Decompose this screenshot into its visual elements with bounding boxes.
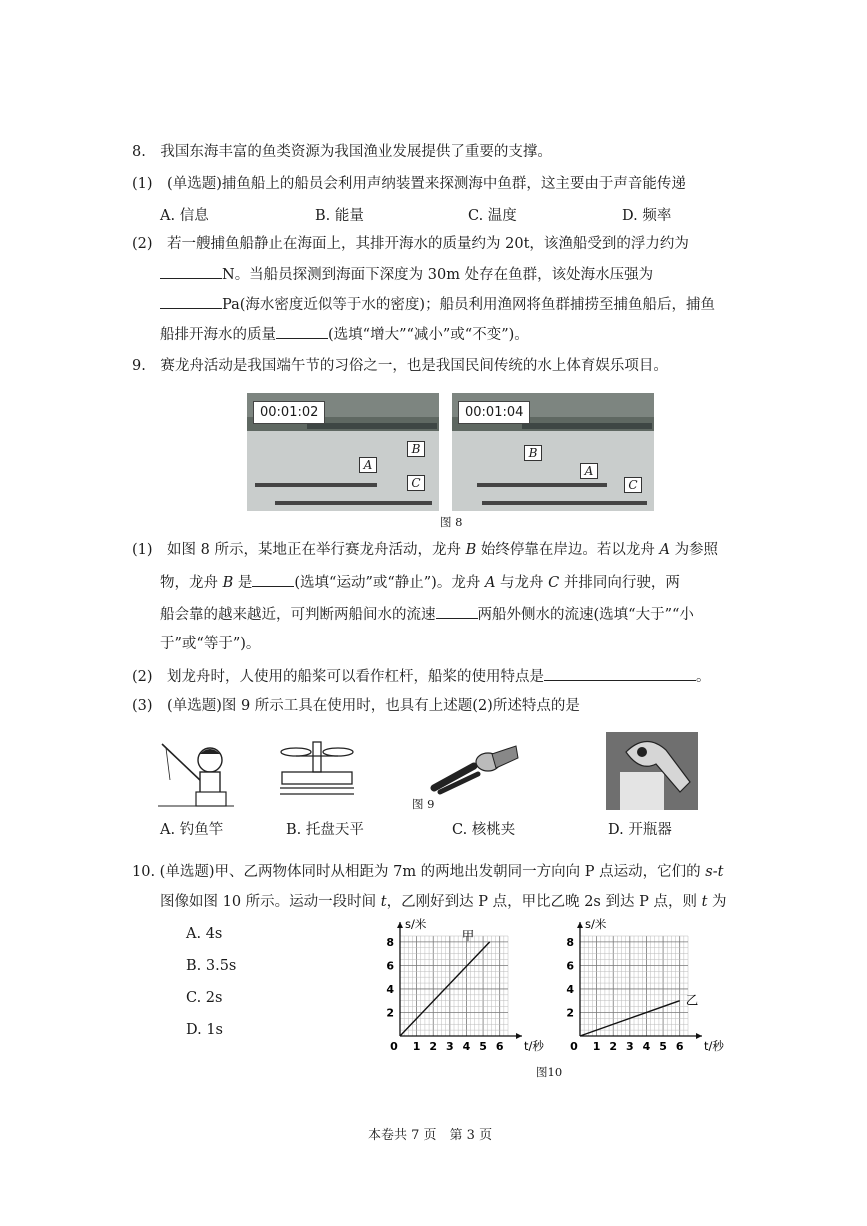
q10-line1: 10. (单选题)甲、乙两物体同时从相距为 7m 的两地出发朝同一方向向 P 点运动，它们的 s-t: [132, 864, 724, 880]
x-tick-label: 3: [446, 1040, 454, 1053]
x-tick-label: 4: [462, 1040, 471, 1053]
answer-blank[interactable]: [160, 294, 222, 309]
timer-label-2: 00:01:04: [458, 401, 530, 424]
q10-option-a: A. 4s: [186, 926, 223, 942]
q8-part2-line1: (2) 若一艘捕鱼船静止在海面上，其排开海水的质量约为 20t，该渔船受到的浮力约为: [132, 236, 689, 252]
answer-blank[interactable]: [436, 604, 478, 619]
y-axis-label: s/米: [585, 917, 607, 931]
figure-8-caption: 图 8: [440, 515, 463, 529]
x-axis-label: t/秒: [524, 1039, 544, 1053]
y-tick-label: 8: [386, 935, 394, 949]
boat-b-label: B: [407, 441, 425, 457]
page-footer: 本卷共 7 页 第 3 页: [368, 1128, 493, 1143]
q9-part1-line3: 船会靠的越来越近，可判断两船间水的流速 两船外侧水的流速(选填“大于”“小: [160, 604, 694, 625]
fishing-rod-illustration: [158, 738, 234, 810]
y-axis-arrow: [577, 922, 583, 928]
x-tick-label: 1: [592, 1040, 601, 1053]
x-tick-label: 1: [412, 1040, 421, 1053]
x-tick-label: 4: [642, 1040, 651, 1053]
x-tick-label: 0: [390, 1040, 398, 1053]
dragon-boat-photo-1: [247, 393, 439, 511]
boat-a-label: A: [580, 463, 598, 479]
q10-option-d: D. 1s: [186, 1022, 223, 1038]
y-axis-label: s/米: [405, 917, 427, 931]
q8-option-a: A. 信息: [160, 208, 209, 224]
y-tick-label: 8: [566, 935, 574, 949]
q9-option-a: A. 钓鱼竿: [160, 822, 224, 838]
figure-9-caption: 图 9: [412, 797, 435, 811]
y-tick-label: 6: [386, 959, 394, 973]
timer-label-1: 00:01:02: [253, 401, 325, 424]
answer-blank[interactable]: [544, 666, 696, 681]
x-tick-label: 6: [675, 1040, 684, 1053]
x-axis-arrow: [696, 1033, 702, 1039]
boat-c-label: C: [407, 475, 425, 491]
boat-a-label: A: [359, 457, 377, 473]
y-tick-label: 4: [566, 982, 574, 996]
q9-part3: (3) (单选题)图 9 所示工具在使用时，也具有上述题(2)所述特点的是: [132, 698, 580, 714]
q8-stem: 8. 我国东海丰富的鱼类资源为我国渔业发展提供了重要的支撑。: [132, 144, 552, 160]
x-tick-label: 5: [479, 1040, 487, 1053]
dragon-boat-photo-2: [452, 393, 654, 511]
y-tick-label: 2: [386, 1006, 394, 1020]
answer-blank[interactable]: [276, 324, 328, 339]
x-tick-label: 2: [429, 1040, 438, 1053]
x-tick-label: 3: [626, 1040, 634, 1053]
answer-blank[interactable]: [160, 264, 222, 279]
q8-part1: (1) (单选题)捕鱼船上的船员会利用声纳装置来探测海中鱼群，这主要由于声音能传递: [132, 176, 686, 192]
q10-option-c: C. 2s: [186, 990, 223, 1006]
q8-part2-line4: 船排开海水的质量 (选填“增大”“减小”或“不变”)。: [160, 324, 529, 345]
series-name-label: 乙: [685, 992, 699, 1008]
x-tick-label: 2: [609, 1040, 618, 1053]
boat-b-label: B: [524, 445, 542, 461]
q9-part1-line2: 物，龙舟 B 是 (选填“运动”或“静止”)。龙舟 A 与龙舟 C 并排同向行驶，两: [160, 572, 680, 593]
q9-option-d: D. 开瓶器: [608, 822, 672, 838]
x-axis-label: t/秒: [704, 1039, 724, 1053]
st-chart-jia: [376, 917, 544, 1058]
q9-stem: 9. 赛龙舟活动是我国端午节的习俗之一，也是我国民间传统的水上体育娱乐项目。: [132, 358, 668, 374]
y-tick-label: 4: [386, 982, 394, 996]
walnut-cracker-illustration: [430, 740, 522, 796]
q8-option-c: C. 温度: [468, 208, 517, 224]
x-tick-label: 0: [570, 1040, 578, 1053]
q8-part2-line2: N。当船员探测到海面下深度为 30m 处存在鱼群，该处海水压强为: [160, 264, 653, 285]
x-tick-label: 6: [495, 1040, 504, 1053]
q9-part1-line1: (1) 如图 8 所示，某地正在举行赛龙舟活动，龙舟 B 始终停靠在岸边。若以龙舟 A 为参照: [132, 542, 719, 558]
q9-part2: (2) 划龙舟时，人使用的船桨可以看作杠杆，船桨的使用特点是 。: [132, 666, 711, 687]
q9-part1-line4: 于”或“等于”)。: [160, 636, 261, 652]
y-tick-label: 2: [566, 1006, 574, 1020]
q8-option-b: B. 能量: [315, 208, 364, 224]
bottle-opener-illustration: [606, 732, 698, 810]
q9-option-b: B. 托盘天平: [286, 822, 364, 838]
x-tick-label: 5: [659, 1040, 667, 1053]
y-tick-label: 6: [566, 959, 574, 973]
boat-c-label: C: [624, 477, 642, 493]
figure-10-caption: 图10: [536, 1065, 563, 1079]
x-axis-arrow: [516, 1033, 522, 1039]
balance-scale-illustration: [278, 740, 356, 802]
y-axis-arrow: [397, 922, 403, 928]
q8-part2-line3: Pa(海水密度近似等于水的密度)；船员利用渔网将鱼群捕捞至捕鱼船后，捕鱼: [160, 294, 715, 315]
q10-line2: 图像如图 10 所示。运动一段时间 t，乙刚好到达 P 点，甲比乙晚 2s 到达 P 点，则 t 为: [160, 894, 727, 910]
st-chart-yi: [556, 918, 728, 1058]
answer-blank[interactable]: [252, 572, 294, 587]
q8-option-d: D. 频率: [622, 208, 672, 224]
series-name-label: 甲: [461, 927, 475, 943]
q10-option-b: B. 3.5s: [186, 958, 237, 974]
q9-option-c: C. 核桃夹: [452, 822, 516, 838]
